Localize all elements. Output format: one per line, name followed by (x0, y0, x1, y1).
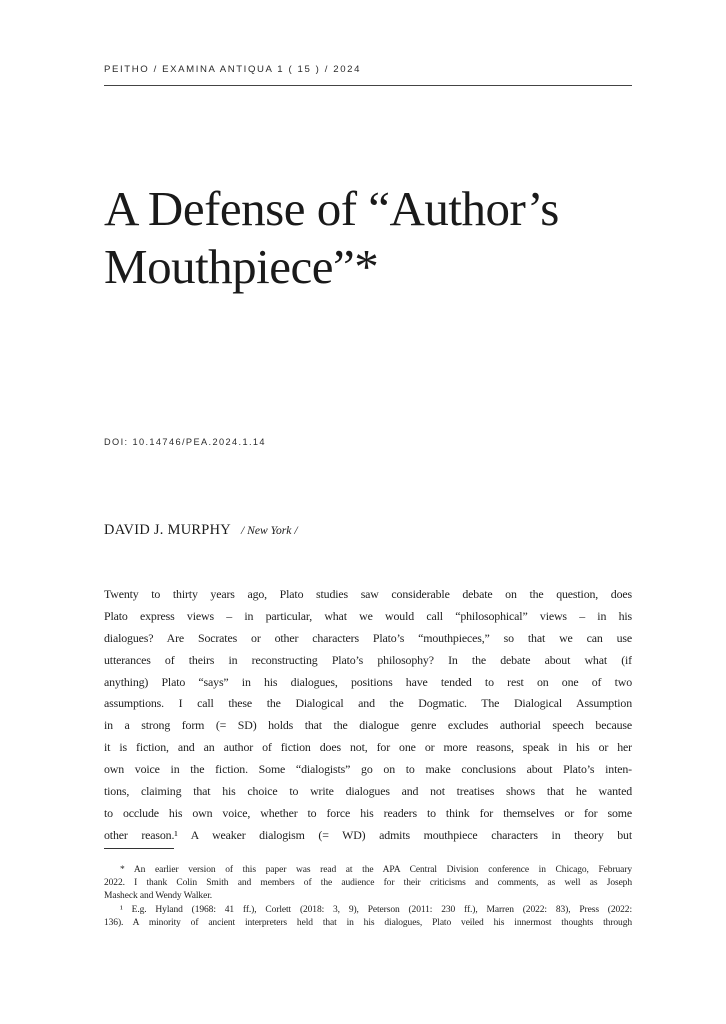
body-line: anything) Plato “says” in his dialogues, positions have tended to rest on one of two (104, 674, 632, 689)
author-line (104, 521, 298, 539)
body-line: Plato express views – in particular, what we would call “philosophical” views – in his (104, 608, 632, 623)
footnote-line: 136). A minority of ancient interpreters held that in his dialogues, Plato veiled his innermost thoughts through (104, 917, 632, 928)
author-name: DAVID J. MURPHY (104, 522, 231, 538)
footnote-rule (104, 848, 174, 849)
footnote-line: Masheck and Wendy Walker. (104, 891, 213, 902)
title-line: Mouthpiece”* (104, 239, 379, 294)
footnote-line: 2022. I thank Colin Smith and members of the audience for their criticisms and comments, as well as Joseph (104, 878, 632, 889)
footnotes (104, 864, 632, 930)
body-line: Twenty to thirty years ago, Plato studies saw considerable debate on the question, does (104, 587, 632, 601)
article-title (104, 180, 632, 296)
footnote-line: * An earlier version of this paper was read at the APA Central Division conference in Chicago, February (120, 865, 632, 875)
title-line: A Defense of “Author’s (104, 181, 559, 236)
header-rule (104, 85, 632, 86)
body-line: assumptions. I call these the Dialogical and the Dogmatic. The Dialogical Assumption (104, 696, 632, 711)
body-line: own voice in the fiction. Some “dialogists” go on to make conclusions about Plato’s inten- (104, 762, 632, 777)
body-line: it is fiction, and an author of fiction does not, for one or more reasons, speak in his or her (104, 740, 632, 755)
body-line: in a strong form (= SD) holds that the dialogue genre excludes authorial speech because (104, 718, 632, 733)
author-location: / New York / (240, 524, 298, 537)
footnote-line: ¹ E.g. Hyland (1968: 41 ff.), Corlett (2018: 3, 9), Peterson (2011: 230 ff.), Marren (2022: 83), Press (2022: (120, 904, 632, 915)
body-text (104, 584, 632, 847)
body-line: tions, claiming that his choice to write dialogues and not treatises shows that he wanted (104, 784, 632, 799)
body-line: other reason.¹ A weaker dialogism (= WD) admits mouthpiece characters in theory but (104, 827, 632, 842)
body-line: utterances of theirs in reconstructing Plato’s philosophy? In the debate about what (if (104, 652, 632, 667)
body-line: to occlude his own voice, whether to force his readers to think for themselves or for some (104, 805, 632, 820)
body-line: dialogues? Are Socrates or other characters Plato’s “mouthpieces,” so that we can use (104, 630, 632, 645)
doi-link[interactable]: DOI: 10.14746/PEA.2024.1.14 (104, 437, 266, 447)
running-header: PEITHO / EXAMINA ANTIQUA 1 ( 15 ) / 2024 (104, 64, 362, 75)
